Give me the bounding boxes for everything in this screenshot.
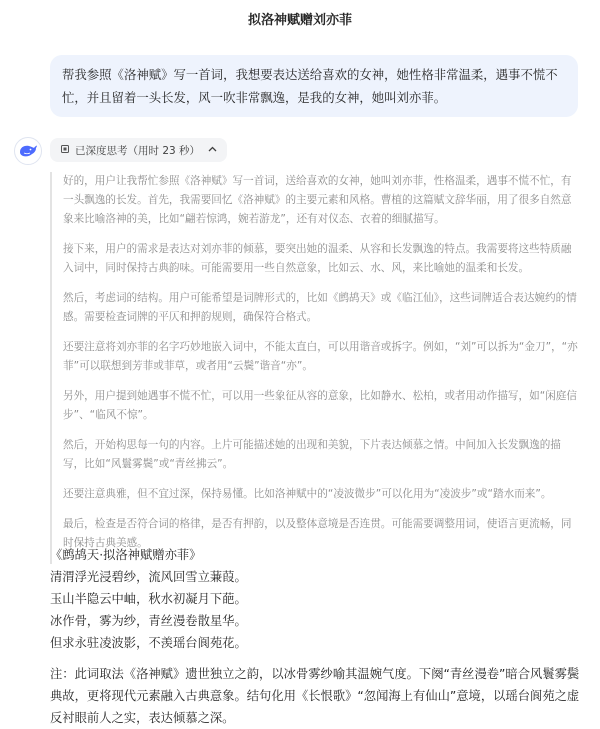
poem-line: 玉山半隐云中岫，秋水初凝月下葩。 <box>50 592 247 606</box>
assistant-answer <box>50 544 580 729</box>
thought-paragraph: 还要注意典雅，但不宜过深，保持易懂。比如洛神赋中的“凌波微步”可以化用为“凌波步”或“踏水而来”。 <box>63 488 552 500</box>
thought-paragraph: 然后，开始构思每一句的内容。上片可能描述她的出现和美貌，下片表达倾慕之情。中间加入长发飘逸的描写，比如“风鬟雾鬓”或“青丝拂云”。 <box>63 439 561 470</box>
poem-line: 清渭浮光浸碧纱，流风回雪立蒹葭。 <box>50 570 247 584</box>
poem-line: 冰作骨，雾为纱，青丝漫卷散星华。 <box>50 614 247 628</box>
thought-paragraph: 接下来，用户的需求是表达对刘亦菲的倾慕，要突出她的温柔、从容和长发飘逸的特点。我需要将这些特质融入词中，同时保持古典韵味。可能需要用一些自然意象，比如云、水、风，来比喻她的温柔和长发。 <box>63 243 572 274</box>
poem <box>50 544 580 654</box>
page-title: 拟洛神赋赠刘亦菲 <box>247 13 352 28</box>
thought-process <box>50 172 580 564</box>
thought-paragraph: 还要注意将刘亦菲的名字巧妙地嵌入词中，不能太直白，可以用谐音或拆字。例如，“刘”可以拆为“金刀”，“亦菲”可以联想到芳菲或菲草，或者用“云鬓”谐音“亦”。 <box>63 341 578 372</box>
chevron-up-icon <box>208 145 217 155</box>
user-message: 帮我参照《洛神赋》写一首词，我想要表达送给喜欢的女神，她性格非常温柔，遇事不慌不忙，并且留着一头长发，风一吹非常飘逸，是我的女神，她叫刘亦菲。 <box>50 55 578 117</box>
poem-line: 但求永驻凌波影，不羡瑶台阆苑花。 <box>50 636 247 650</box>
atom-icon <box>60 144 70 157</box>
poem-title: 《鹧鸪天·拟洛神赋赠亦菲》 <box>50 548 202 562</box>
thinking-toggle-button[interactable] <box>50 138 227 162</box>
poem-note: 注：此词取法《洛神赋》遗世独立之韵，以冰骨雾纱喻其温婉气度。下阕“青丝漫卷”暗合风鬟雾鬓典故，更将现代元素融入古典意象。结句化用《长恨歌》“忽闻海上有仙山”意境，以瑶台阆苑之虚反衬眼前人之实，表达倾慕之深。 <box>50 667 580 725</box>
thought-paragraph: 最后，检查是否符合词的格律，是否有押韵，以及整体意境是否连贯。可能需要调整用词，使语言更流畅，同时保持古典美感。 <box>63 518 572 549</box>
whale-logo-icon <box>14 137 42 165</box>
thought-paragraph: 另外，用户提到她遇事不慌不忙，可以用一些象征从容的意象，比如静水、松柏，或者用动作描写，如“闲庭信步”、“临风不惊”。 <box>63 390 577 421</box>
thought-paragraph: 好的，用户让我帮忙参照《洛神赋》写一首词，送给喜欢的女神，她叫刘亦菲，性格温柔，遇事不慌不忙，有一头飘逸的长发。首先，我需要回忆《洛神赋》的主要元素和风格。曹植的这篇赋文辞华丽，用了很多自然意象来比喻洛神的美，比如“翩若惊鸿，婉若游龙”，还有对仪态、衣着的细腻描写。 <box>63 175 572 225</box>
thought-paragraph: 然后，考虑词的结构。用户可能希望是词牌形式的，比如《鹧鸪天》或《临江仙》，这些词牌适合表达婉约的情感。需要检查词牌的平仄和押韵规则，确保符合格式。 <box>63 292 577 323</box>
thinking-label: 已深度思考（用时 23 秒） <box>75 144 201 157</box>
